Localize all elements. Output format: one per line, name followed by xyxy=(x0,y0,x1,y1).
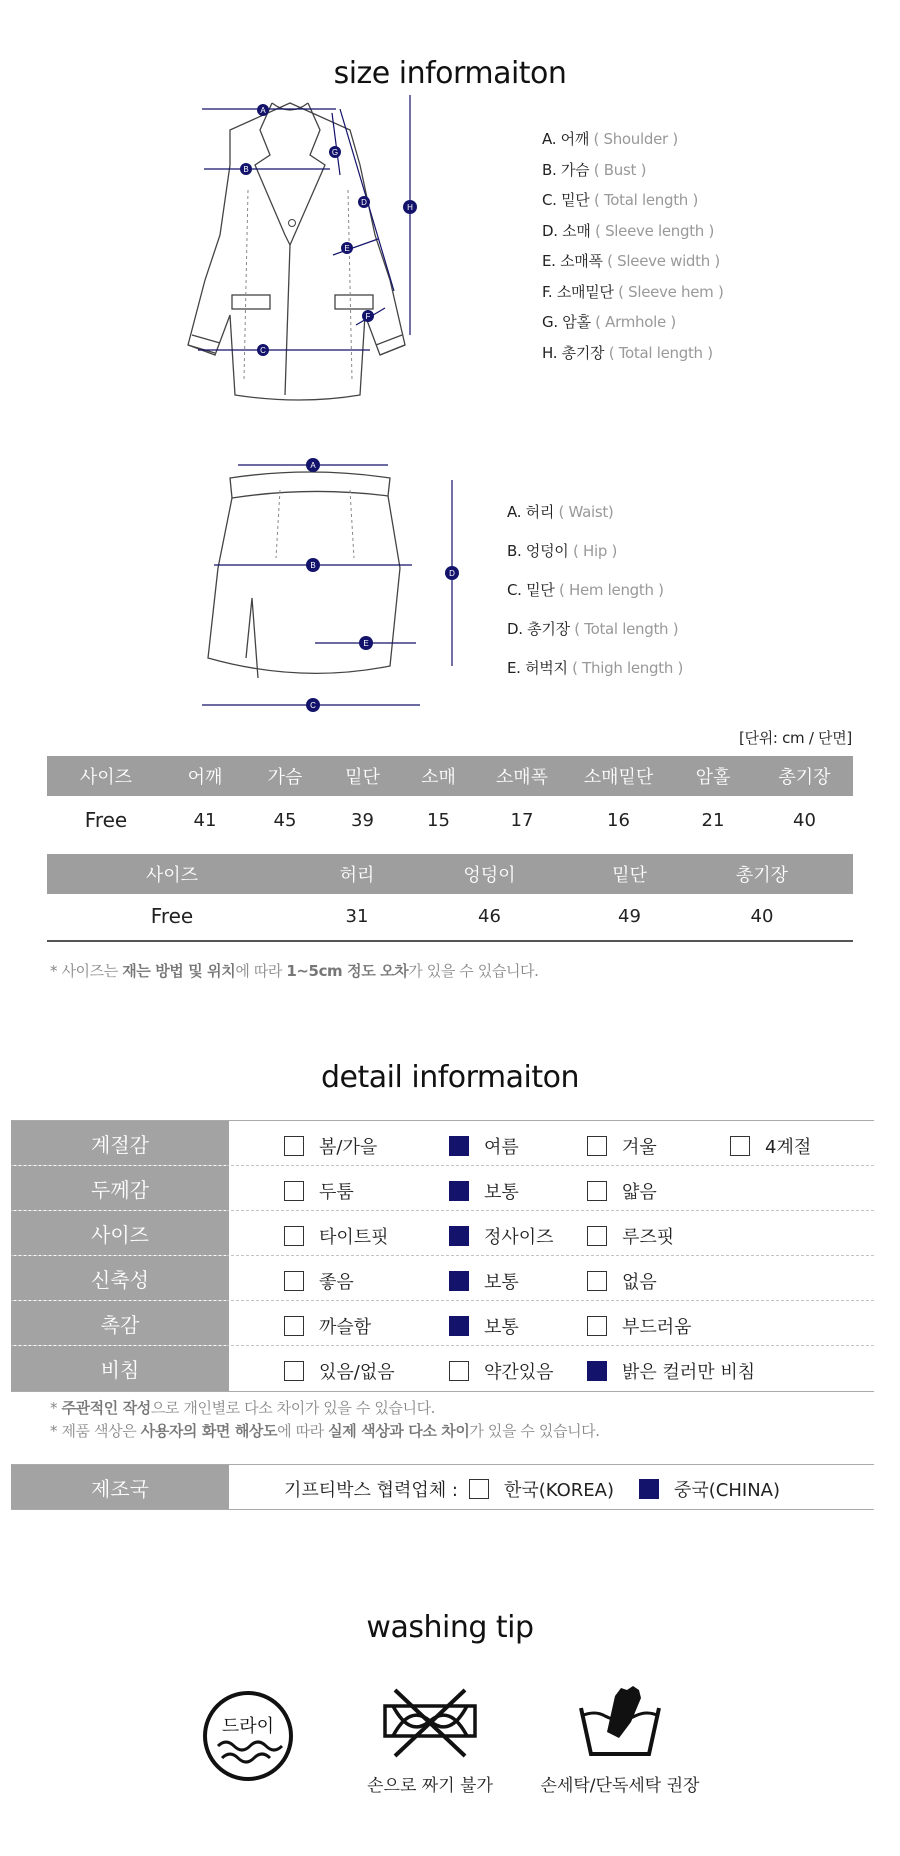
wash-item-hand-wash xyxy=(530,1682,710,1796)
option-normal[interactable]: 보통 xyxy=(449,1268,519,1294)
checkbox-checked[interactable] xyxy=(449,1271,469,1291)
table-cell: 40 xyxy=(750,905,774,927)
svg-text:C: C xyxy=(260,346,266,355)
checkbox[interactable] xyxy=(284,1226,304,1246)
legend-item: G. 암홀 ( Armhole ) xyxy=(542,313,676,331)
legend-item: C. 밑단 ( Total length ) xyxy=(542,191,699,209)
unit-label: [단위: cm / 단면] xyxy=(738,729,852,747)
table-header xyxy=(47,756,853,796)
row-label: 두께감 xyxy=(11,1166,229,1210)
row-label: 제조국 xyxy=(11,1465,229,1509)
option-soft[interactable]: 부드러움 xyxy=(587,1313,692,1339)
legend-item: B. 가슴 ( Bust ) xyxy=(542,160,647,179)
checkbox[interactable] xyxy=(587,1316,607,1336)
header-cell: 가슴 xyxy=(267,767,303,788)
checkbox[interactable] xyxy=(730,1136,750,1156)
detail-note-2: * 제품 색상은 사용자의 화면 해상도에 따라 실제 색상과 다소 차이가 있을 수 있습니다. xyxy=(50,1422,600,1440)
detail-note-1: * 주관적인 작성으로 개인별로 다소 차이가 있을 수 있습니다. xyxy=(50,1399,436,1417)
header-cell: 엉덩이 xyxy=(463,865,516,886)
table-divider xyxy=(47,940,853,942)
legend-item: F. 소매밑단 ( Sleeve hem ) xyxy=(542,282,724,301)
table-cell: 15 xyxy=(427,809,450,831)
detail-row-elasticity xyxy=(11,1256,874,1301)
option-summer[interactable]: 여름 xyxy=(449,1133,519,1159)
table-cell: Free xyxy=(150,904,194,928)
option-spring-fall[interactable]: 봄/가을 xyxy=(284,1133,377,1159)
option-rough[interactable]: 까슬함 xyxy=(284,1313,371,1339)
checkbox[interactable] xyxy=(284,1136,304,1156)
wash-label: 손으로 짜기 불가 xyxy=(367,1776,493,1796)
row-label: 계절감 xyxy=(11,1121,229,1165)
option-thick[interactable]: 두툼 xyxy=(284,1178,354,1204)
svg-text:B: B xyxy=(310,561,316,570)
checkbox-checked[interactable] xyxy=(449,1181,469,1201)
dry-clean-icon xyxy=(200,1688,296,1784)
detail-row-size xyxy=(11,1211,874,1256)
table-cell: Free xyxy=(84,808,128,832)
header-cell: 사이즈 xyxy=(145,865,199,886)
svg-text:A: A xyxy=(260,106,266,115)
svg-text:H: H xyxy=(407,203,413,212)
detail-row-see-through xyxy=(11,1346,874,1391)
header-cell: 밑단 xyxy=(612,865,647,886)
hand-wash-icon xyxy=(575,1682,665,1762)
header-cell: 소매폭 xyxy=(495,767,549,788)
option-china[interactable]: 중국(CHINA) xyxy=(639,1476,780,1502)
row-label: 신축성 xyxy=(11,1256,229,1300)
washing-tip-title: washing tip xyxy=(366,1610,534,1645)
header-cell: 허리 xyxy=(339,865,375,886)
svg-text:A: A xyxy=(310,461,316,470)
checkbox[interactable] xyxy=(284,1361,304,1381)
checkbox[interactable] xyxy=(284,1271,304,1291)
svg-text:B: B xyxy=(243,165,249,174)
size-info-title: size informaiton xyxy=(333,56,567,91)
header-cell: 소매밑단 xyxy=(583,767,654,788)
partner-label: 기프티박스 협력업체 : xyxy=(284,1480,458,1501)
detail-row-season xyxy=(11,1121,874,1166)
checkbox[interactable] xyxy=(587,1226,607,1246)
skirt-legend xyxy=(507,493,683,688)
country-table xyxy=(11,1464,874,1510)
option-all-season[interactable]: 4계절 xyxy=(730,1133,811,1159)
detail-notes xyxy=(50,1397,600,1443)
svg-text:D: D xyxy=(361,198,367,207)
checkbox-checked[interactable] xyxy=(639,1479,659,1499)
option-regular-fit[interactable]: 정사이즈 xyxy=(449,1223,554,1249)
table-cell: 49 xyxy=(618,905,641,927)
legend-item: C. 밑단 ( Hem length ) xyxy=(507,581,664,599)
table-cell: 45 xyxy=(273,809,297,831)
header-cell: 밑단 xyxy=(345,767,380,788)
legend-item: E. 허벅지 ( Thigh length ) xyxy=(507,659,684,677)
legend-item: E. 소매폭 ( Sleeve width ) xyxy=(542,252,720,270)
header-cell: 암홀 xyxy=(695,767,731,788)
legend-item: A. 허리 ( Waist) xyxy=(507,503,614,521)
svg-text:드라이: 드라이 xyxy=(221,1716,275,1737)
option-loose-fit[interactable]: 루즈핏 xyxy=(587,1223,674,1249)
jacket-diagram xyxy=(160,95,500,425)
option-winter[interactable]: 겨울 xyxy=(587,1133,657,1159)
table-header xyxy=(47,854,853,894)
jacket-legend xyxy=(542,124,724,368)
svg-text:G: G xyxy=(331,148,339,157)
checkbox[interactable] xyxy=(587,1136,607,1156)
checkbox[interactable] xyxy=(587,1181,607,1201)
option-slightly[interactable]: 약간있음 xyxy=(449,1358,554,1384)
table-cell: 21 xyxy=(701,809,725,831)
legend-item: D. 총기장 ( Total length ) xyxy=(507,620,679,638)
legend-item: H. 총기장 ( Total length ) xyxy=(542,343,713,362)
table-cell: 46 xyxy=(478,905,501,927)
table-cell: 41 xyxy=(193,809,217,831)
table-cell: 31 xyxy=(345,905,369,927)
option-normal[interactable]: 보통 xyxy=(449,1178,519,1204)
option-normal[interactable]: 보통 xyxy=(449,1313,519,1339)
svg-text:D: D xyxy=(449,569,455,578)
header-cell: 소매 xyxy=(421,767,456,788)
header-cell: 사이즈 xyxy=(79,767,133,788)
wash-label: 손세탁/단독세탁 권장 xyxy=(540,1776,700,1796)
wash-item-no-wring xyxy=(360,1686,500,1796)
table-cell: 40 xyxy=(793,809,816,831)
svg-text:F: F xyxy=(365,312,371,321)
top-size-table xyxy=(47,756,853,844)
checkbox-checked[interactable] xyxy=(587,1361,607,1381)
detail-row-thickness xyxy=(11,1166,874,1211)
row-label: 촉감 xyxy=(11,1301,229,1345)
checkbox[interactable] xyxy=(587,1271,607,1291)
detail-table xyxy=(11,1120,874,1392)
detail-row-texture xyxy=(11,1301,874,1346)
option-thin[interactable]: 얇음 xyxy=(587,1178,657,1204)
header-cell: 어깨 xyxy=(187,767,223,788)
table-row xyxy=(47,796,853,844)
checkbox[interactable] xyxy=(284,1316,304,1336)
checkbox-checked[interactable] xyxy=(449,1226,469,1246)
no-wring-icon xyxy=(375,1686,485,1760)
svg-text:E: E xyxy=(363,639,369,648)
svg-text:E: E xyxy=(344,244,350,253)
wash-item-dry-clean xyxy=(198,1688,298,1789)
header-cell: 총기장 xyxy=(778,767,831,788)
table-row xyxy=(47,894,853,938)
checkbox[interactable] xyxy=(449,1361,469,1381)
option-none[interactable]: 없음 xyxy=(587,1268,657,1294)
legend-item: D. 소매 ( Sleeve length ) xyxy=(542,221,715,240)
option-light-colors-only[interactable]: 밝은 컬러만 비침 xyxy=(587,1358,755,1384)
row-label: 사이즈 xyxy=(11,1211,229,1255)
detail-info-title: detail informaiton xyxy=(321,1060,579,1095)
table-cell: 16 xyxy=(607,809,630,831)
skirt-diagram xyxy=(190,448,480,718)
checkbox[interactable] xyxy=(469,1479,489,1499)
option-korea[interactable]: 한국(KOREA) xyxy=(469,1476,614,1502)
svg-text:C: C xyxy=(310,701,316,710)
table-cell: 17 xyxy=(510,809,534,831)
bottom-size-table xyxy=(47,854,853,938)
checkbox[interactable] xyxy=(284,1181,304,1201)
legend-item: B. 엉덩이 ( Hip ) xyxy=(507,542,618,560)
size-note: * 사이즈는 재는 방법 및 위치에 따라 1~5cm 정도 오차가 있을 수 있습니다. xyxy=(50,962,539,980)
table-cell: 39 xyxy=(351,809,374,831)
option-good[interactable]: 좋음 xyxy=(284,1268,354,1294)
header-cell: 총기장 xyxy=(735,865,789,886)
row-label: 비침 xyxy=(11,1346,229,1391)
option-yes-no[interactable]: 있음/없음 xyxy=(284,1358,395,1384)
checkbox-checked[interactable] xyxy=(449,1316,469,1336)
option-tight-fit[interactable]: 타이트핏 xyxy=(284,1223,389,1249)
legend-item: A. 어깨 ( Shoulder ) xyxy=(542,130,678,148)
checkbox-checked[interactable] xyxy=(449,1136,469,1156)
